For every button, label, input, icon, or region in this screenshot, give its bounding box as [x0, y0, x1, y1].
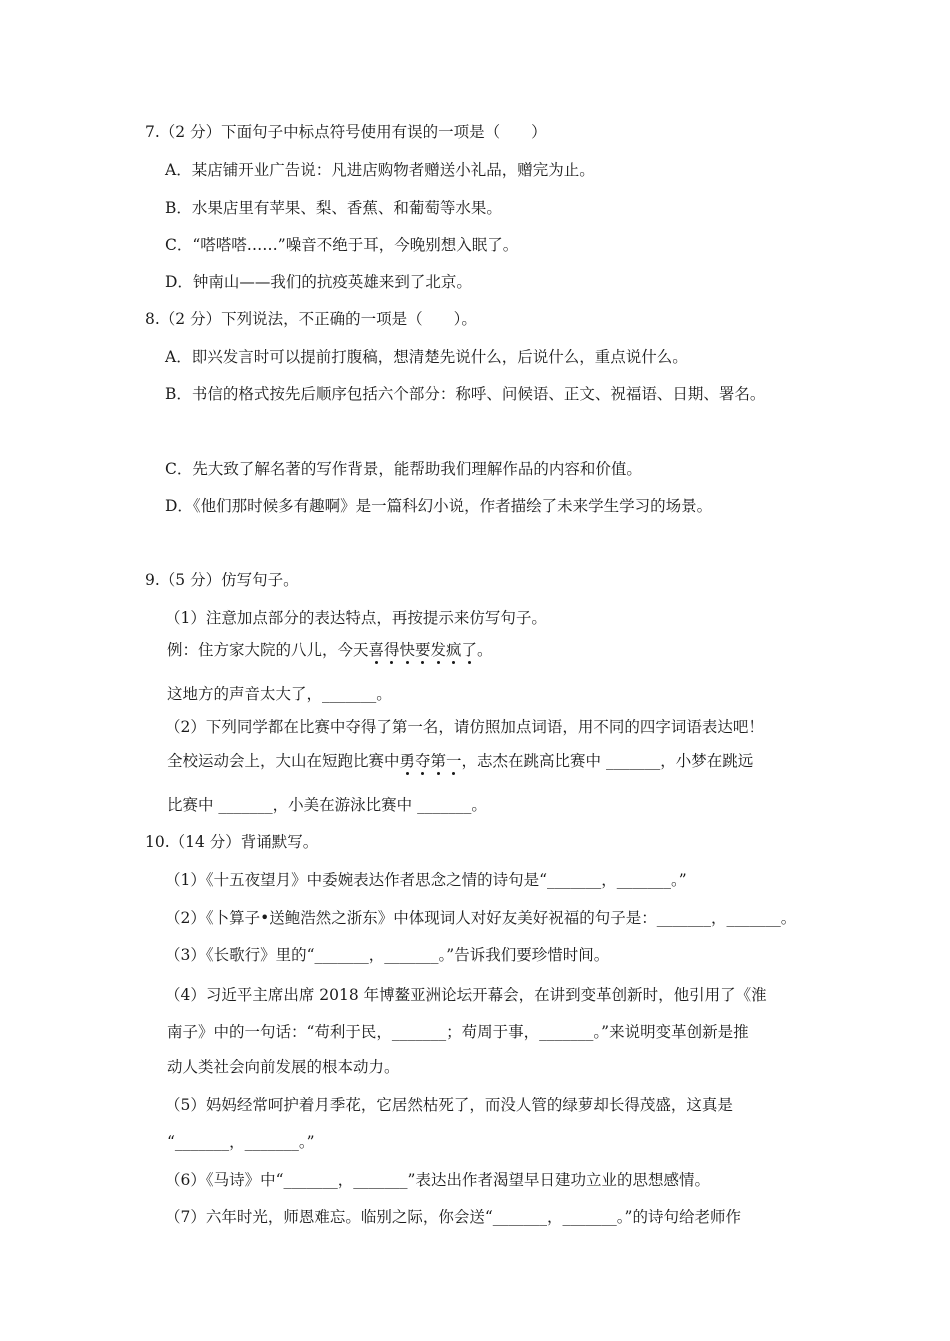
q9-part1-instruction: （1）注意加点部分的表达特点，再按提示来仿写句子。 — [165, 609, 547, 627]
q8-stem: 8.（2 分）下列说法，不正确的一项是（ ）。 — [145, 310, 477, 328]
q7-stem: 7.（2 分）下面句子中标点符号使用有误的一项是（ ） — [145, 123, 547, 141]
q10-item-6: （6）《马诗》中“_______，_______”表达出作者渴望早日建功立业的思想感情。 — [165, 1171, 710, 1189]
emphasized-phrase: 喜得快要发疯了 — [369, 641, 478, 659]
emphasis-dots — [369, 661, 478, 667]
q8-option-a: A．即兴发言时可以提前打腹稿，想清楚先说什么，后说什么，重点说什么。 — [165, 348, 688, 366]
sentence-text: 全校运动会上，大山在短跑比赛中 — [167, 752, 400, 770]
q10-item-4-line-1: （4）习近平主席出席 2018 年博鳌亚洲论坛开幕会，在讲到变革创新时，他引用了《淮 — [165, 986, 767, 1004]
q9-part2-instruction: （2）下列同学都在比赛中夺得了第一名，请仿照加点词语，用不同的四字词语表达吧！ — [165, 718, 764, 736]
q9-part2-continuation: 比赛中 _______，小美在游泳比赛中 _______。 — [167, 796, 487, 814]
q9-stem: 9.（5 分）仿写句子。 — [145, 571, 299, 589]
q10-item-7: （7）六年时光，师恩难忘。临别之际，你会送“_______，_______。”的诗句给老师作 — [165, 1208, 741, 1226]
q10-item-2: （2）《卜算子•送鲍浩然之浙东》中体现词人对好友美好祝福的句子是：_______，_______。 — [165, 909, 797, 927]
q9-part2-sentence: 全校运动会上，大山在短跑比赛中勇夺第一 ，志杰在跳高比赛中 _______，小梦在跳远 — [167, 751, 753, 771]
q9-example-sentence: 例：住方家大院的八儿，今天喜得快要发疯了 。 — [167, 640, 493, 660]
emphasis-dots-2 — [400, 772, 462, 778]
q7-option-b: B．水果店里有苹果、梨、香蕉、和葡萄等水果。 — [165, 199, 502, 217]
q9-fill-line: 这地方的声音太大了，_______。 — [167, 685, 392, 703]
q8-option-c: C．先大致了解名著的写作背景，能帮助我们理解作品的内容和价值。 — [165, 460, 642, 478]
q7-option-c: C．“嗒嗒嗒……”噪音不绝于耳，今晚别想入眠了。 — [165, 236, 519, 254]
example-text: 例：住方家大院的八儿，今天 — [167, 641, 369, 659]
q7-option-a: A．某店铺开业广告说：凡进店购物者赠送小礼品，赠完为止。 — [165, 161, 595, 179]
q10-item-3: （3）《长歌行》里的“_______，_______。”告诉我们要珍惜时间。 — [165, 946, 610, 964]
q10-stem: 10.（14 分）背诵默写。 — [145, 833, 319, 851]
q8-option-d: D．《他们那时候多有趣啊》是一篇科幻小说，作者描绘了未来学生学习的场景。 — [165, 497, 713, 515]
q10-item-5-line-2: “_______，_______。” — [167, 1133, 315, 1151]
q7-option-d: D．钟南山——我们的抗疫英雄来到了北京。 — [165, 273, 472, 291]
q10-item-1: （1）《十五夜望月》中委婉表达作者思念之情的诗句是“_______，_______。” — [165, 871, 687, 889]
q10-item-4-line-2: 南子》中的一句话：“苟利于民，_______；苟周于事，_______。”来说明变革创新是推 — [167, 1023, 749, 1041]
q10-item-5-line-1: （5）妈妈经常呵护着月季花，它居然枯死了，而没人管的绿萝却长得茂盛，这真是 — [165, 1096, 733, 1114]
q10-item-4-line-3: 动人类社会向前发展的根本动力。 — [167, 1058, 400, 1076]
emphasized-phrase-2: 勇夺第一 — [400, 752, 462, 770]
q8-option-b: B．书信的格式按先后顺序包括六个部分：称呼、问候语、正文、祝福语、日期、署名。 — [165, 385, 766, 403]
